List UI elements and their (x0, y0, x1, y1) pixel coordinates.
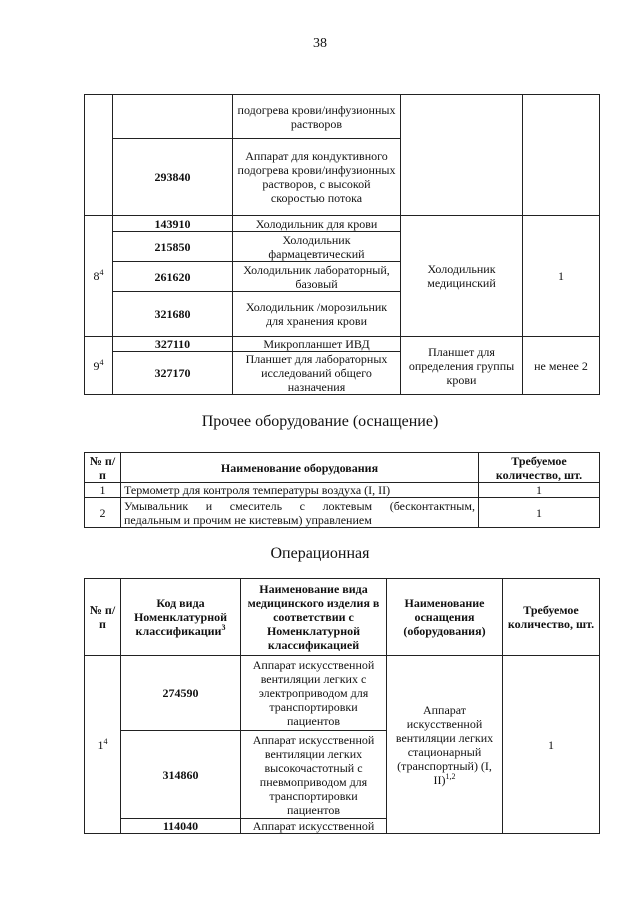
equipment-cell: Планшет для определения группы крови (401, 337, 523, 395)
quantity-cell (523, 95, 600, 216)
section-title-other-equipment: Прочее оборудование (оснащение) (201, 413, 439, 430)
device-name-cell: Аппарат искусственной вентиляции легких высокочастотный с пневмоприводом для транспортировки пациентов (241, 731, 387, 819)
table-header-row (85, 579, 600, 656)
page-number: 38 (313, 36, 327, 51)
table-row (85, 337, 600, 352)
other-equipment-table (84, 452, 600, 528)
equipment-name-cell (121, 498, 479, 528)
section-title-operating: Операционная (270, 545, 370, 562)
code-cell: 274590 (121, 656, 241, 731)
device-name-cell: Холодильник для крови (233, 216, 401, 232)
device-name-cell: Планшет для лабораторных исследований общего назначения (233, 352, 401, 395)
table-row (85, 498, 600, 528)
operating-room-table (84, 578, 600, 834)
row-number-cell (85, 95, 113, 216)
device-name-cell: Аппарат искусственной вентиляции легких с электроприводом для транспортировки пациентов (241, 656, 387, 731)
header-qty: Требуемое количество, шт. (503, 579, 600, 656)
code-cell: 215850 (113, 232, 233, 262)
quantity-cell: не менее 2 (523, 337, 600, 395)
header-num: № п/п (85, 453, 121, 483)
device-name-cell: Микропланшет ИВД (233, 337, 401, 352)
table-header-row (85, 453, 600, 483)
header-name: Наименование оборудования (121, 453, 479, 483)
header-device-name: Наименование вида медицинского изделия в соответствии с Номенклатурной классификацией (241, 579, 387, 656)
device-name-cell: Холодильник /морозильник для хранения крови (233, 292, 401, 337)
code-cell (113, 95, 233, 139)
device-name-cell: Аппарат искусственной (241, 819, 387, 834)
code-cell: 293840 (113, 139, 233, 216)
code-cell: 261620 (113, 262, 233, 292)
header-equipment: Наименование оснащения (оборудования) (387, 579, 503, 656)
quantity-cell: 1 (503, 656, 600, 834)
row-number-cell: 1 (85, 483, 121, 498)
equipment-cell: Аппарат искусственной вентиляции легких стационарный (транспортный) (I, II)$^{1,2}$ (387, 656, 503, 834)
code-cell: 114040 (121, 819, 241, 834)
code-cell: 321680 (113, 292, 233, 337)
device-name-cell: Аппарат для кондуктивного подогрева крови/инфузионных растворов, с высокой скоростью потока (233, 139, 401, 216)
row-number-cell: $8^4$ (85, 216, 113, 337)
quantity-cell: 1 (479, 483, 600, 498)
row-number-cell: $1^4$ (85, 656, 121, 834)
table-row (85, 656, 600, 731)
device-name-cell: Холодильник фармацевтический (233, 232, 401, 262)
header-code: Код вида Номенклатурной классификации$^3$ (121, 579, 241, 656)
table-row (85, 216, 600, 232)
quantity-cell: 1 (523, 216, 600, 337)
name-line-1: Умывальник и смеситель с локтевым (бесконтактным, (124, 498, 475, 513)
device-name-cell: Холодильник лабораторный, базовый (233, 262, 401, 292)
device-name-cell: подогрева крови/инфузионных растворов (233, 95, 401, 139)
name-line-2: педальным и прочим не кистевым) управлением (124, 512, 372, 527)
row-number-cell: $9^4$ (85, 337, 113, 395)
code-cell: 143910 (113, 216, 233, 232)
equipment-cell: Холодильник медицинский (401, 216, 523, 337)
code-cell: 314860 (121, 731, 241, 819)
equipment-table-continued (84, 94, 600, 395)
code-cell: 327110 (113, 337, 233, 352)
row-number-cell: 2 (85, 498, 121, 528)
quantity-cell: 1 (479, 498, 600, 528)
code-cell: 327170 (113, 352, 233, 395)
table-row (85, 483, 600, 498)
header-qty: Требуемое количество, шт. (479, 453, 600, 483)
header-num: № п/п (85, 579, 121, 656)
equipment-name-cell: Термометр для контроля температуры воздуха (I, II) (121, 483, 479, 498)
table-row (85, 95, 600, 139)
equipment-cell (401, 95, 523, 216)
